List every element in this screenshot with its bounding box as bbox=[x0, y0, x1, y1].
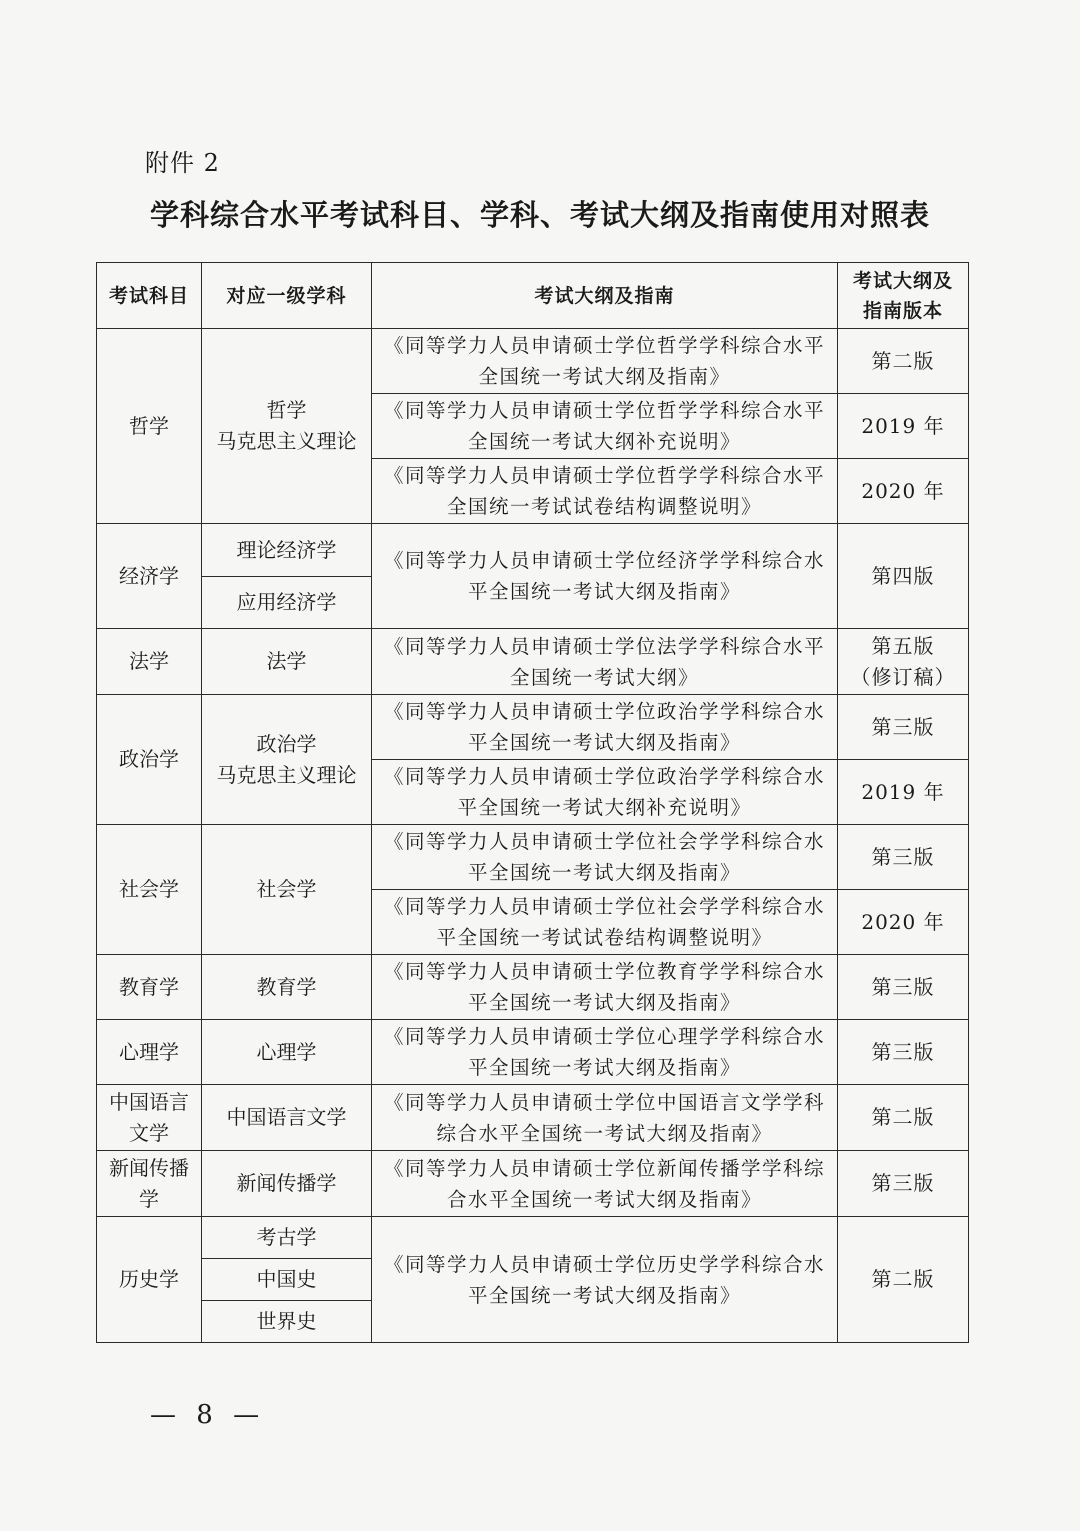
discipline-cell: 哲学 马克思主义理论 bbox=[202, 329, 372, 524]
version-cell: 2019 年 bbox=[838, 760, 969, 825]
guide-cell: 《同等学力人员申请硕士学位社会学学科综合水平全国统一考试大纲及指南》 bbox=[372, 825, 838, 890]
version-cell: 第五版 （修订稿） bbox=[838, 629, 969, 695]
discipline-cell: 教育学 bbox=[202, 955, 372, 1020]
table-row bbox=[97, 1020, 969, 1085]
version-cell: 第三版 bbox=[838, 825, 969, 890]
version-cell: 第二版 bbox=[838, 1085, 969, 1151]
guide-cell: 《同等学力人员申请硕士学位政治学学科综合水平全国统一考试大纲补充说明》 bbox=[372, 760, 838, 825]
discipline-cell: 中国语言文学 bbox=[202, 1085, 372, 1151]
subject-cell: 中国语言 文学 bbox=[97, 1085, 202, 1151]
subject-cell: 新闻传播 学 bbox=[97, 1151, 202, 1217]
guide-cell: 《同等学力人员申请硕士学位社会学学科综合水平全国统一考试试卷结构调整说明》 bbox=[372, 890, 838, 955]
subject-cell: 法学 bbox=[97, 629, 202, 695]
discipline-cell: 社会学 bbox=[202, 825, 372, 955]
version-cell: 第二版 bbox=[838, 329, 969, 394]
guide-cell: 《同等学力人员申请硕士学位法学学科综合水平全国统一考试大纲》 bbox=[372, 629, 838, 695]
discipline-cell: 世界史 bbox=[202, 1301, 372, 1343]
subject-cell: 社会学 bbox=[97, 825, 202, 955]
table-row bbox=[97, 1217, 969, 1259]
version-cell: 第三版 bbox=[838, 1020, 969, 1085]
guide-cell: 《同等学力人员申请硕士学位经济学学科综合水平全国统一考试大纲及指南》 bbox=[372, 524, 838, 629]
table-row bbox=[97, 524, 969, 577]
discipline-cell: 考古学 bbox=[202, 1217, 372, 1259]
subject-cell: 政治学 bbox=[97, 695, 202, 825]
table-row bbox=[97, 955, 969, 1020]
version-cell: 第三版 bbox=[838, 695, 969, 760]
page-title: 学科综合水平考试科目、学科、考试大纲及指南使用对照表 bbox=[149, 198, 930, 232]
subject-cell: 历史学 bbox=[97, 1217, 202, 1343]
page-number: — 8 — bbox=[150, 1400, 266, 1430]
subject-cell: 经济学 bbox=[97, 524, 202, 629]
guide-cell: 《同等学力人员申请硕士学位历史学学科综合水平全国统一考试大纲及指南》 bbox=[372, 1217, 838, 1343]
table-row bbox=[97, 1085, 969, 1151]
version-cell: 2020 年 bbox=[838, 459, 969, 524]
header-guide: 考试大纲及指南 bbox=[372, 263, 838, 329]
discipline-cell: 政治学 马克思主义理论 bbox=[202, 695, 372, 825]
header-subject: 考试科目 bbox=[97, 263, 202, 329]
guide-cell: 《同等学力人员申请硕士学位心理学学科综合水平全国统一考试大纲及指南》 bbox=[372, 1020, 838, 1085]
header-version: 考试大纲及 指南版本 bbox=[838, 263, 969, 329]
table-header-row bbox=[97, 263, 969, 329]
discipline-cell: 心理学 bbox=[202, 1020, 372, 1085]
table-row bbox=[97, 1151, 969, 1217]
subject-cell: 心理学 bbox=[97, 1020, 202, 1085]
subject-cell: 哲学 bbox=[97, 329, 202, 524]
table-row bbox=[97, 629, 969, 695]
subject-cell: 教育学 bbox=[97, 955, 202, 1020]
version-cell: 第三版 bbox=[838, 1151, 969, 1217]
version-cell: 第四版 bbox=[838, 524, 969, 629]
guide-cell: 《同等学力人员申请硕士学位政治学学科综合水平全国统一考试大纲及指南》 bbox=[372, 695, 838, 760]
subject-comparison-table bbox=[96, 262, 969, 1343]
guide-cell: 《同等学力人员申请硕士学位哲学学科综合水平全国统一考试大纲及指南》 bbox=[372, 329, 838, 394]
guide-cell: 《同等学力人员申请硕士学位新闻传播学学科综合水平全国统一考试大纲及指南》 bbox=[372, 1151, 838, 1217]
discipline-cell: 法学 bbox=[202, 629, 372, 695]
table-row bbox=[97, 329, 969, 394]
discipline-cell: 中国史 bbox=[202, 1259, 372, 1301]
table-row bbox=[97, 695, 969, 760]
guide-cell: 《同等学力人员申请硕士学位教育学学科综合水平全国统一考试大纲及指南》 bbox=[372, 955, 838, 1020]
version-cell: 第三版 bbox=[838, 955, 969, 1020]
discipline-cell: 理论经济学 bbox=[202, 524, 372, 577]
version-cell: 第二版 bbox=[838, 1217, 969, 1343]
header-discipline: 对应一级学科 bbox=[202, 263, 372, 329]
version-cell: 2019 年 bbox=[838, 394, 969, 459]
guide-cell: 《同等学力人员申请硕士学位哲学学科综合水平全国统一考试试卷结构调整说明》 bbox=[372, 459, 838, 524]
discipline-cell: 应用经济学 bbox=[202, 577, 372, 629]
guide-cell: 《同等学力人员申请硕士学位中国语言文学学科综合水平全国统一考试大纲及指南》 bbox=[372, 1085, 838, 1151]
attachment-label: 附件 2 bbox=[145, 149, 220, 177]
discipline-cell: 新闻传播学 bbox=[202, 1151, 372, 1217]
guide-cell: 《同等学力人员申请硕士学位哲学学科综合水平全国统一考试大纲补充说明》 bbox=[372, 394, 838, 459]
version-cell: 2020 年 bbox=[838, 890, 969, 955]
table-row bbox=[97, 825, 969, 890]
